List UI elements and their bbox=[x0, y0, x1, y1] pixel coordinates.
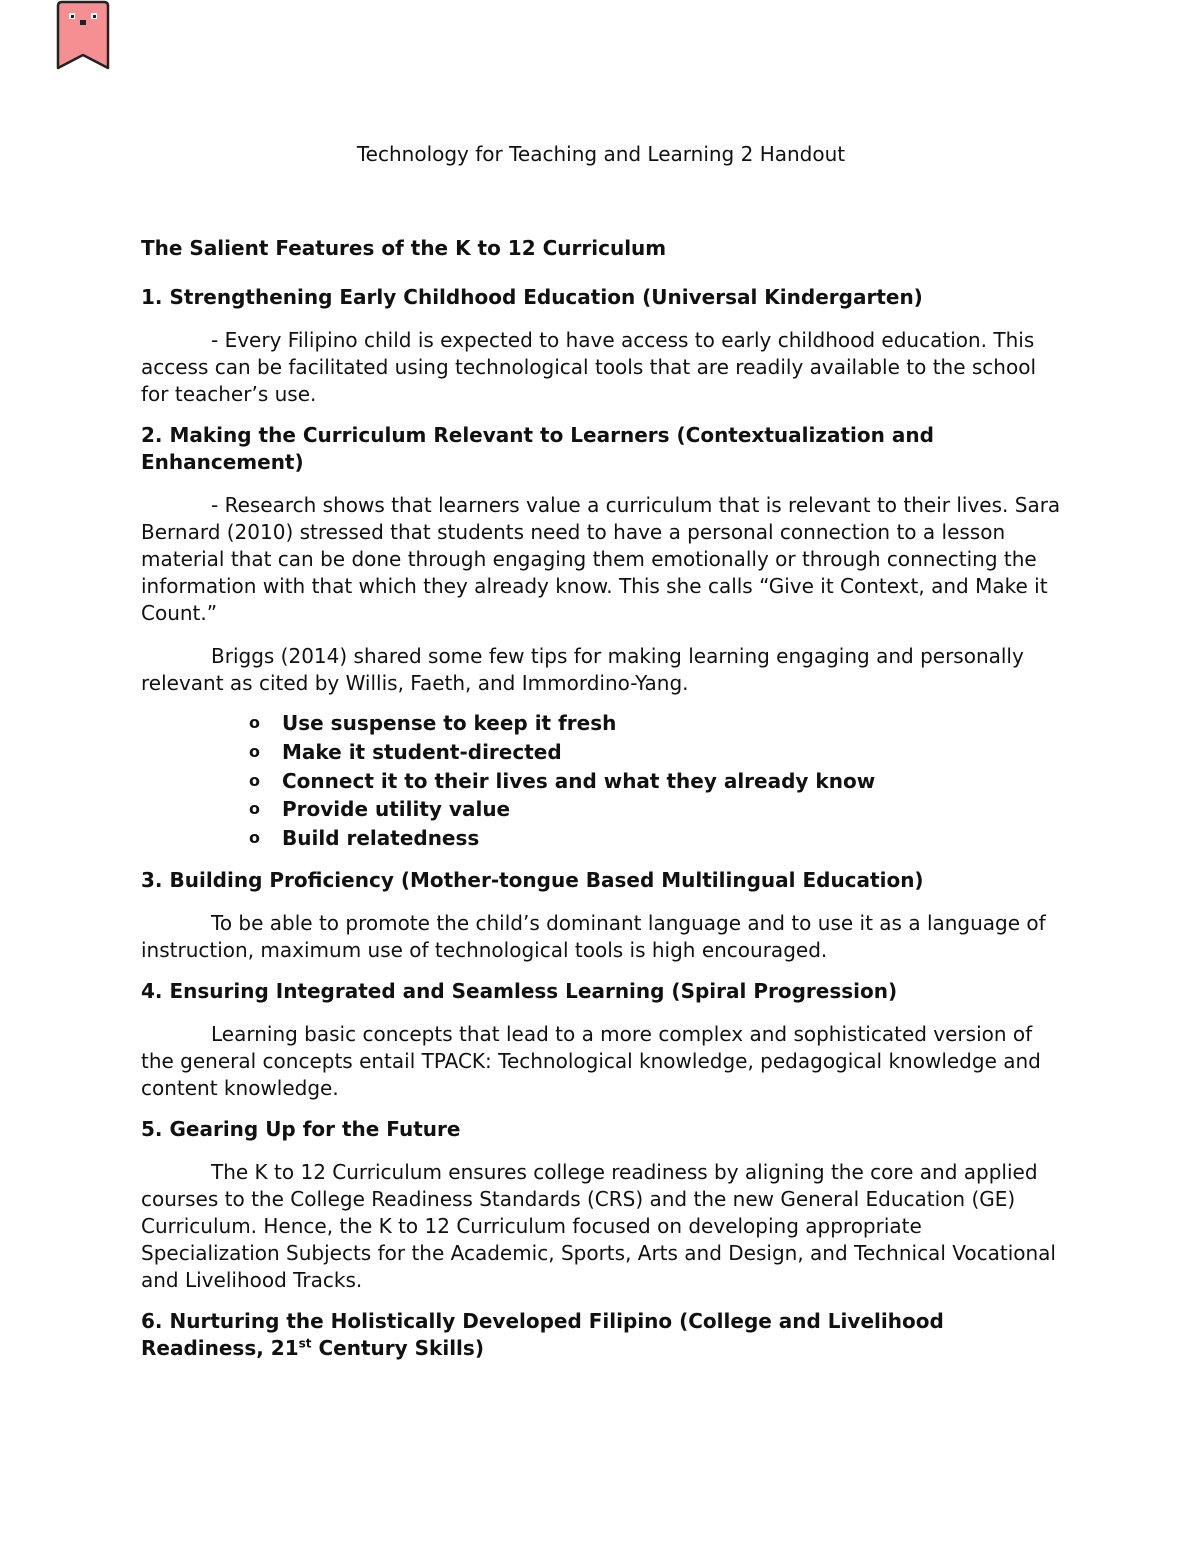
tip-item bbox=[249, 795, 1061, 824]
document-title: Technology for Teaching and Learning 2 Handout bbox=[356, 142, 846, 166]
document-page bbox=[141, 140, 1061, 1362]
tip-item bbox=[249, 738, 1061, 767]
bookmark-mascot-icon bbox=[55, 0, 111, 72]
section-2-paragraph-1: - Research shows that learners value a curriculum that is relevant to their lives. Sara Bernard (2010) stressed that students need to have a personal connection to a lesson material that can be done through engaging them emotionally or through connecting the information with that which they already know. This she calls “Give it Context, and Make it Count.” bbox=[141, 493, 1061, 625]
tip-text: Make it student-directed bbox=[282, 739, 562, 764]
bullet-marker: o bbox=[249, 741, 260, 761]
tip-item bbox=[249, 824, 1061, 853]
section-heading-4: 4. Ensuring Integrated and Seamless Learning (Spiral Progression) bbox=[141, 978, 898, 1003]
tip-text: Build relatedness bbox=[282, 826, 480, 851]
tip-text: Use suspense to keep it fresh bbox=[282, 711, 617, 735]
section-heading-2: 2. Making the Curriculum Relevant to Learners (Contextualization and Enhancement) bbox=[141, 423, 934, 474]
bullet-marker: o bbox=[249, 713, 260, 732]
section-3-paragraph: To be able to promote the child’s dominant language and to use it as a language of instruction, maximum use of technological tools is high encouraged. bbox=[141, 910, 1046, 962]
tip-item bbox=[249, 767, 1061, 796]
ordinal-suffix: st bbox=[298, 1336, 312, 1351]
bullet-marker: o bbox=[249, 799, 260, 819]
section-heading-6-part1: 6. Nurturing the Holistically Developed Filipino (College and Livelihood Readiness, 21 bbox=[141, 1308, 944, 1360]
section-heading-1: 1. Strengthening Early Childhood Education (Universal Kindergarten) bbox=[141, 285, 923, 309]
tip-text: Connect it to their lives and what they already know bbox=[282, 768, 876, 793]
section-heading-3: 3. Building Proficiency (Mother-tongue Based Multilingual Education) bbox=[141, 867, 924, 892]
section-heading-6-part2: Century Skills) bbox=[311, 1335, 484, 1360]
section-2-paragraph-2: Briggs (2014) shared some few tips for making learning engaging and personally relevant as cited by Willis, Faeth, and Immordino-Yang. bbox=[141, 644, 1024, 695]
bullet-marker: o bbox=[249, 828, 260, 848]
section-heading-5: 5. Gearing Up for the Future bbox=[141, 1116, 461, 1141]
section-4-paragraph: Learning basic concepts that lead to a more complex and sophisticated version of the general concepts entail TPACK: Technological knowledge, pedagogical knowledge and content knowledge. bbox=[141, 1021, 1041, 1100]
section-5-paragraph: The K to 12 Curriculum ensures college readiness by aligning the core and applied courses to the College Readiness Standards (CRS) and the new General Education (GE) Curriculum. Hence, the K to 12 Curriculum focused on developing appropriate Specialization Subjects for the Academic, Sports, Arts and Design, and Technical Vocational and Livelihood Tracks. bbox=[141, 1159, 1056, 1292]
section-heading-6 bbox=[141, 1308, 1061, 1362]
section-1-paragraph: - Every Filipino child is expected to have access to early childhood education. This access can be facilitated using technological tools that are readily available to the school for teacher’s use. bbox=[141, 328, 1037, 406]
main-heading: The Salient Features of the K to 12 Curriculum bbox=[141, 236, 667, 260]
bullet-marker: o bbox=[249, 770, 260, 790]
tip-text: Provide utility value bbox=[282, 797, 511, 822]
tip-item bbox=[249, 709, 1061, 738]
tips-list bbox=[141, 709, 1061, 853]
